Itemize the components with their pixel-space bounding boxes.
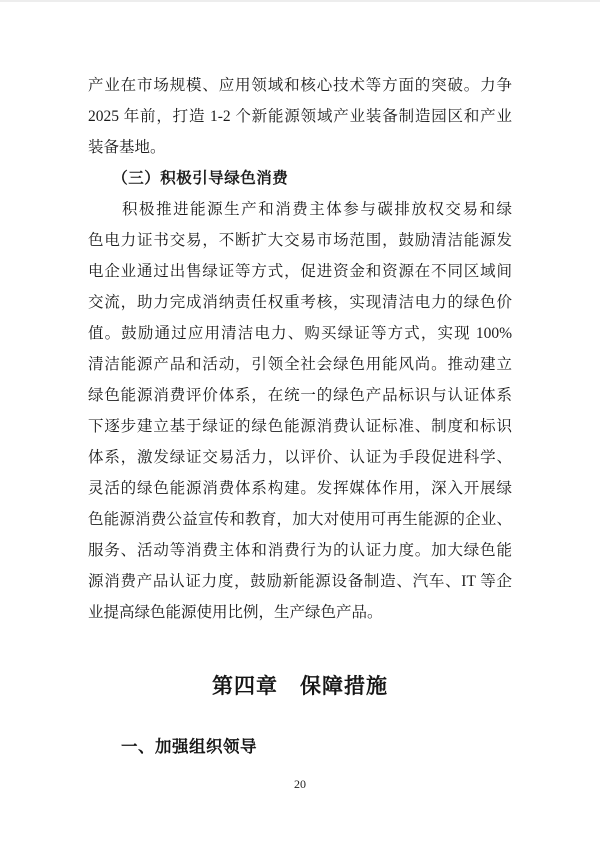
- paragraph-green-consumption: [88, 194, 512, 628]
- text-line: 电企业通过出售绿证等方式，促进资金和资源在不同区域间: [88, 263, 512, 280]
- text-line: 体系，激发绿证交易活力，以评价、认证为手段促进科学、: [88, 449, 512, 466]
- text-line: 绿色能源消费评价体系，在统一的绿色产品标识与认证体系: [88, 387, 512, 404]
- text-line: 清洁能源产品和活动，引领全社会绿色用能风尚。推动建立: [88, 356, 512, 373]
- text-line: 灵活的绿色能源消费体系构建。发挥媒体作用，深入开展绿: [88, 480, 512, 497]
- text-line: 积极推进能源生产和消费主体参与碳排放权交易和绿: [88, 201, 512, 218]
- subsection-heading: （三）积极引导绿色消费: [88, 170, 289, 187]
- text-line: 色能源消费公益宣传和教育，加大对使用可再生能源的企业、: [88, 511, 512, 528]
- text-line: 色电力证书交易，不断扩大交易市场范围，鼓励清洁能源发: [88, 232, 512, 249]
- body-text: [88, 70, 512, 628]
- text-line: 2025 年前，打造 1-2 个新能源领域产业装备制造园区和产业: [88, 108, 512, 125]
- paragraph-continuation: [88, 70, 512, 163]
- text-line: 服务、活动等消费主体和消费行为的认证力度。加大绿色能: [88, 542, 512, 559]
- text-line: 源消费产品认证力度，鼓励新能源设备制造、汽车、IT 等企: [88, 573, 512, 590]
- page-top-edge: [0, 0, 600, 2]
- text-line: 业提高绿色能源使用比例，生产绿色产品。: [88, 604, 383, 621]
- page-number: 20: [294, 777, 306, 791]
- text-line: 装备基地。: [88, 139, 166, 156]
- text-line: 交流，助力完成消纳责任权重考核，实现清洁电力的绿色价: [88, 294, 512, 311]
- text-line: 产业在市场规模、应用领域和核心技术等方面的突破。力争: [88, 77, 512, 94]
- chapter-heading: 第四章 保障措施: [212, 675, 388, 698]
- text-line: 值。鼓励通过应用清洁电力、购买绿证等方式，实现 100%: [88, 325, 512, 342]
- section-heading: 一、加强组织领导: [121, 738, 257, 756]
- text-line: 下逐步建立基于绿证的绿色能源消费认证标准、制度和标识: [88, 418, 512, 435]
